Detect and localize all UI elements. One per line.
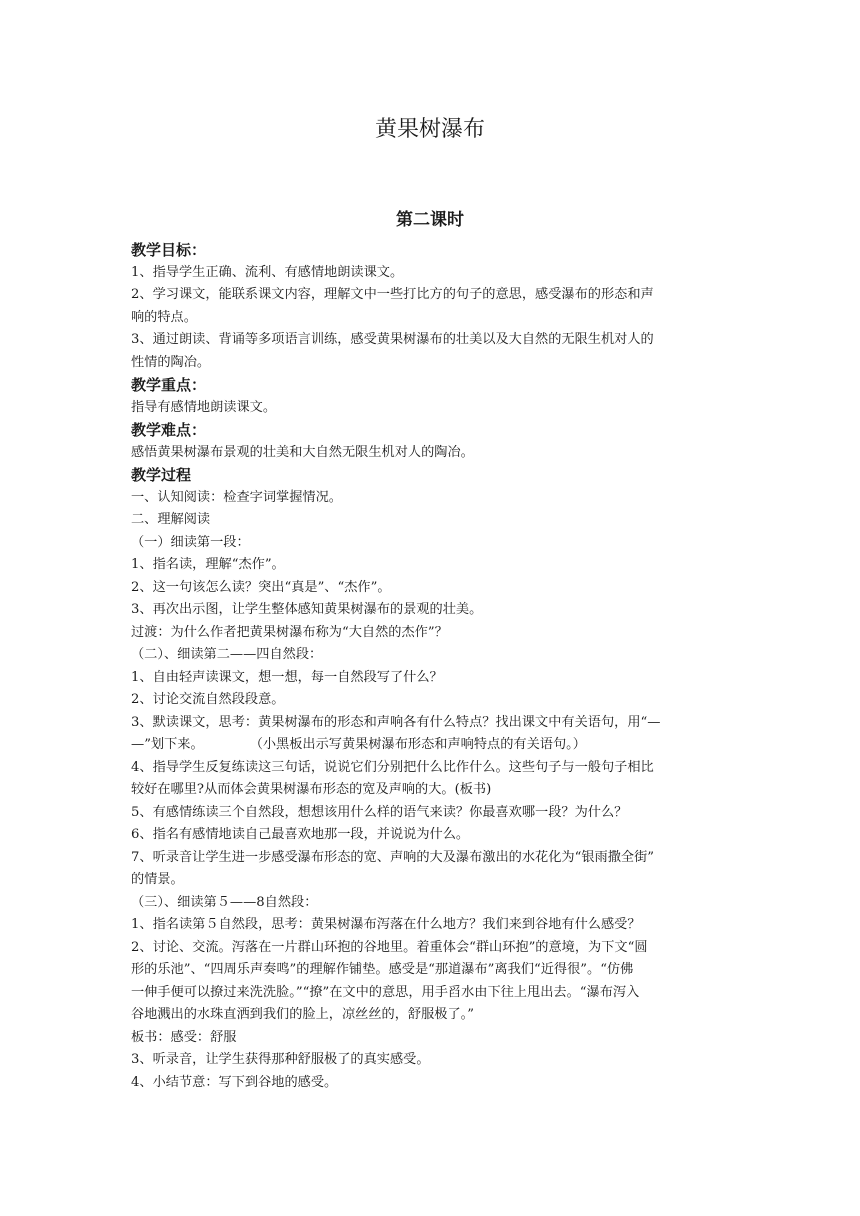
process-line: 谷地溅出的水珠直洒到我们的脸上，凉丝丝的，舒服极了。” xyxy=(131,1007,475,1022)
process-line: 4、小结节意：写下到谷地的感受。 xyxy=(131,1074,338,1090)
document-body xyxy=(131,239,735,1094)
goals-heading: 教学目标： xyxy=(131,241,207,259)
process-line: 3、再次出示图，让学生整体感知黄果树瀑布的景观的壮美。 xyxy=(131,602,483,617)
goal-line: 性情的陶冶。 xyxy=(131,354,211,370)
process-line: 的情景。 xyxy=(131,872,184,887)
process-line: （二）、细读第二——四自然段： xyxy=(131,647,323,662)
process-line: 4、指导学生反复练读这三句话，说说它们分别把什么比作什么。这些句子与一般句子相比 xyxy=(131,759,654,775)
process-line: 较好在哪里?从而体会黄果树瀑布形态的宽及声响的大。(板书) xyxy=(131,782,492,797)
process-line: 5、有感情练读三个自然段，想想该用什么样的语气来读？你最喜欢哪一段？为什么？ xyxy=(131,804,628,820)
goal-line: 1、指导学生正确、流利、有感情地朗读课文。 xyxy=(131,264,404,280)
lesson-subtitle: 第二课时 xyxy=(396,210,464,230)
key-text: 指导有感情地朗读课文。 xyxy=(131,399,277,415)
process-line: 2、讨论交流自然段段意。 xyxy=(131,692,285,707)
key-heading: 教学重点： xyxy=(131,376,207,394)
process-line: （三）、细读第５——8自然段： xyxy=(131,894,318,910)
process-line: 3、默读课文，思考：黄果树瀑布的形态和声响各有什么特点？找出课文中有关语句，用“— xyxy=(131,714,661,730)
process-line: 3、听录音，让学生获得那种舒服极了的真实感受。 xyxy=(131,1052,430,1067)
process-line: 1、自由轻声读课文，想一想，每一自然段写了什么？ xyxy=(131,669,443,685)
document-title: 黄果树瀑布 xyxy=(374,117,485,142)
goal-line: 3、通过朗读、背诵等多项语言训练，感受黄果树瀑布的壮美以及大自然的无限生机对人的 xyxy=(131,332,654,347)
process-line: 过渡：为什么作者把黄果树瀑布称为“大自然的杰作”？ xyxy=(131,624,448,640)
process-heading: 教学过程 xyxy=(131,466,192,484)
process-line: 6、指名有感情地读自己最喜欢地那一段，并说说为什么。 xyxy=(131,827,470,842)
process-line: 1、指名读，理解“杰作”。 xyxy=(131,557,285,572)
process-line: 7、听录音让学生进一步感受瀑布形态的宽、声响的大及瀑布激出的水花化为“银雨撒全街” xyxy=(131,849,654,865)
process-line: （一）细读第一段： xyxy=(131,534,250,550)
goal-line: 响的特点。 xyxy=(131,309,197,325)
process-line: 一、认知阅读：检查字词掌握情况。 xyxy=(131,489,342,505)
blackboard-note: （小黑板出示写黄果树瀑布形态和声响特点的有关语句。） xyxy=(249,737,586,752)
process-line xyxy=(131,734,735,757)
difficulty-text: 感悟黄果树瀑布景观的壮美和大自然无限生机对人的陶冶。 xyxy=(131,444,474,460)
difficulty-heading: 教学难点： xyxy=(131,421,207,439)
process-line: 二、理解阅读 xyxy=(131,512,211,527)
process-line: 一伸手便可以撩过来洗洗脸。”“撩”在文中的意思，用手舀水由下往上甩出去。“瀑布泻入 xyxy=(131,984,640,1000)
process-line: 2、讨论、交流。泻落在一片群山环抱的谷地里。着重体会“群山环抱”的意境，为下文“圆 xyxy=(131,939,648,955)
process-line: 2、这一句该怎么读？突出“真是”、“杰作”。 xyxy=(131,579,391,595)
goal-line: 2、学习课文，能联系课文内容，理解文中一些打比方的句子的意思，感受瀑布的形态和声 xyxy=(131,287,654,302)
process-line: 1、指名读第５自然段，思考：黄果树瀑布泻落在什么地方？我们来到谷地有什么感受？ xyxy=(131,917,641,932)
process-line-part: —”划下来。 xyxy=(131,737,204,752)
process-line: 形的乐池”、“四周乐声奏鸣”的理解作铺垫。感受是“那道瀑布”离我们“近得很”。“仿佛 xyxy=(131,962,634,977)
process-line: 板书：感受：舒服 xyxy=(131,1029,237,1045)
